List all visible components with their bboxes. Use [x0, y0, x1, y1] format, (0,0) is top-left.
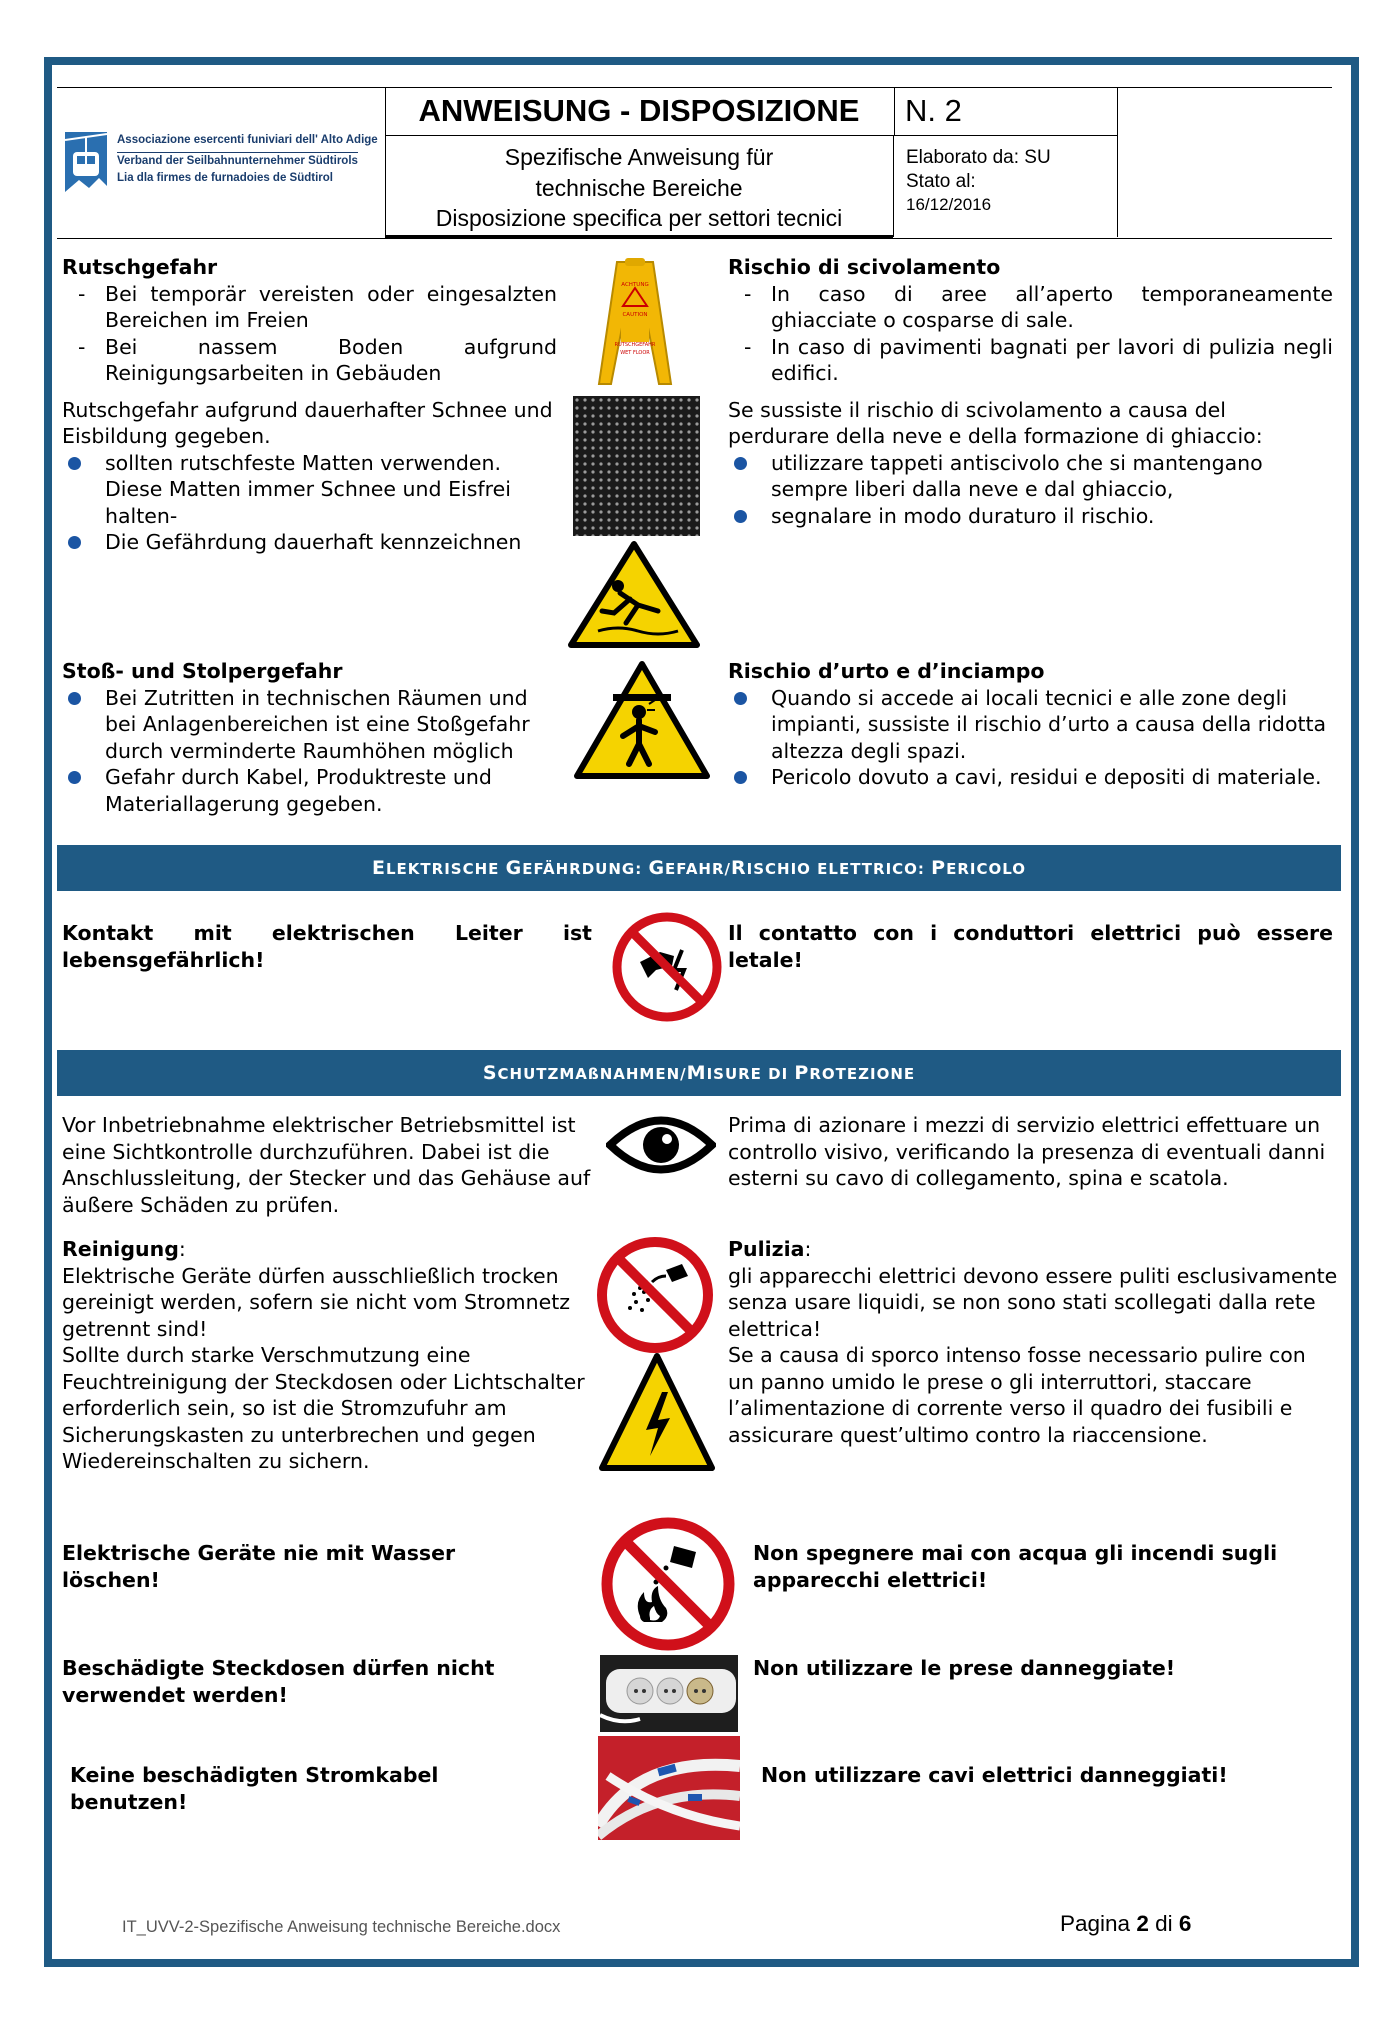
slip-de-dash-list	[62, 281, 557, 387]
band-text: E	[372, 857, 386, 879]
section-band-protection	[57, 1050, 1341, 1096]
damaged-cable-photo-icon	[598, 1736, 740, 1840]
band-text: EFAHR/	[665, 860, 732, 878]
band-text: G	[505, 857, 523, 879]
stato-label: Stato al:	[906, 171, 976, 192]
logo-line-2: Verband der Seilbahnunternehmer Südtirols	[117, 152, 358, 167]
cable-car-logo-icon	[65, 132, 107, 198]
no-water-extinguish-icon	[600, 1516, 736, 1652]
clean-it-title: Pulizia	[728, 1237, 805, 1261]
wet-floor-sign-icon	[595, 258, 675, 388]
damaged-socket-photo-icon	[600, 1655, 738, 1732]
band-text: CHUTZMAßNAHMEN/	[497, 1065, 687, 1083]
page-label: Pagina	[1060, 1911, 1137, 1936]
list-item: Quando si accede ai locali tecnici e alle zone degli impianti, sussiste il rischio d’urto a causa della ridotta altezza degli spazi.	[728, 685, 1328, 765]
list-item: utilizzare tappeti antiscivolo che si mantengano sempre liberi dalla neve e dal ghiaccio,	[728, 450, 1333, 503]
sockets-de: Beschädigte Steckdosen dürfen nicht verwendet werden!	[62, 1656, 495, 1707]
list-item: - In caso di aree all’aperto temporaneamente ghiacciate o cosparse di sale.	[728, 281, 1333, 334]
band-text: P	[931, 857, 947, 879]
band-text: LEKTRISCHE	[385, 860, 506, 878]
footer-page	[1060, 1911, 1191, 1937]
elaborato: Elaborato da: SU	[906, 147, 1051, 168]
logo-line-3: Lia dla firmes de furnadoies de Südtirol	[117, 172, 333, 184]
band-text: R	[731, 857, 747, 879]
list-item: segnalare in modo duraturo il rischio.	[728, 503, 1333, 530]
clean-it-text2: Se a causa di sporco intenso fosse necessario pulire con un panno umido le prese o gli interruttori, staccare l’alimentazione di corrente verso il quadro dei fusibili e assicurare quest’ultimo contro la riaccensione.	[728, 1343, 1306, 1447]
band-text: P	[794, 1062, 810, 1084]
anti-slip-mat-icon	[573, 396, 700, 536]
stato-date: 16/12/2016	[906, 195, 992, 214]
page-number: 2	[1136, 1911, 1149, 1936]
no-spray-icon	[596, 1236, 714, 1354]
water-de: Elektrische Geräte nie mit Wasser löschen!	[62, 1541, 456, 1592]
band-text: ERICOLO	[946, 860, 1026, 878]
band-text: G	[648, 857, 666, 879]
logo-line-1: Associazione esercenti funiviari dell' Alto Adige	[117, 134, 378, 146]
list-item: - Bei nassem Boden aufgrund Reinigungsarbeiten in Gebäuden	[62, 334, 557, 387]
sign-text: CAUTION	[622, 312, 648, 318]
visual-it: Prima di azionare i mezzi di servizio elettrici effettuare un controllo visivo, verificando la presenza di eventuali danni esterni su cavo di collegamento, spina e scatola.	[728, 1113, 1326, 1190]
head-bump-warning-icon	[573, 660, 711, 780]
bump-de-bullets	[62, 685, 562, 818]
sign-text: WET FLOOR	[620, 350, 650, 356]
sign-text: ACHTUNG	[621, 282, 649, 288]
clean-de-text2: Sollte durch starke Verschmutzung eine Feuchtreinigung der Steckdosen oder Lichtschalter erforderlich sein, so ist die Stromzufuhr am Sicherungskasten zu unterbrechen und gegen Wiedereinschalten zu sichern.	[62, 1343, 585, 1473]
list-item: Pericolo dovuto a cavi, residui e depositi di materiale.	[728, 764, 1328, 791]
clean-de-title: Reinigung	[62, 1237, 179, 1261]
slip-it-intro: Se sussiste il rischio di scivolamento a causa del perdurare della neve e della formazione di ghiaccio:	[728, 397, 1263, 448]
band-text: EFÄHRDUNG:	[522, 860, 649, 878]
list-item: - In caso di pavimenti bagnati per lavori di pulizia negli edifici.	[728, 334, 1333, 387]
slip-de-title: Rutschgefahr	[62, 255, 218, 279]
doc-number: N. 2	[905, 93, 962, 128]
no-touch-icon	[612, 912, 722, 1022]
bump-de	[62, 658, 562, 817]
band-text: S	[482, 1062, 498, 1084]
bump-it-bullets	[728, 685, 1328, 791]
header-table	[57, 87, 1332, 237]
sign-text: RUTSCHGEFAHR	[614, 342, 656, 348]
subtitle-de-1: Spezifische Anweisung für	[504, 144, 774, 170]
eye-icon	[606, 1110, 716, 1180]
band-text: M	[686, 1062, 707, 1084]
slip-de	[62, 254, 557, 556]
page-total: 6	[1178, 1911, 1192, 1936]
slip-it-title: Rischio di scivolamento	[728, 255, 1001, 279]
sockets-it: Non utilizzare le prese danneggiate!	[753, 1656, 1176, 1680]
clean-de: Reinigung: Elektrische Geräte dürfen ausschließlich trocken gereinigt werden, sofern sie nicht vom Stromnetz getrennt sind! Sollte durch starke Verschmutzung eine Feuchtreinigung der Steckdosen oder Lichtschalter erforderlich sein, so ist die Stromzufuhr am Sicherungskasten zu unterbrechen und gegen Wiedereinschalten zu sichern.	[62, 1236, 602, 1475]
section-band-electrical-hazard	[57, 845, 1341, 891]
slip-de-intro: Rutschgefahr aufgrund dauerhafter Schnee und Eisbildung gegeben.	[62, 397, 553, 448]
slip-it	[728, 254, 1333, 529]
list-item: Die Gefährdung dauerhaft kennzeichnen	[62, 529, 557, 556]
slip-de-bullets	[62, 450, 557, 556]
bump-it-title: Rischio d’urto e d’inciampo	[728, 659, 1045, 683]
bump-it	[728, 658, 1328, 791]
band-text: ISCHIO ELETTRICO:	[746, 860, 932, 878]
water-it: Non spegnere mai con acqua gli incendi sugli apparecchi elettrici!	[753, 1541, 1278, 1592]
contact-it: Il contatto con i conduttori elettrici può essere letale!	[728, 921, 1333, 972]
logo	[65, 132, 395, 202]
clean-de-text: Elektrische Geräte dürfen ausschließlich trocken gereinigt werden, sofern sie nicht vom Stromnetz getrennt sind!	[62, 1263, 571, 1341]
electric-hazard-icon	[598, 1352, 716, 1472]
footer-filename: IT_UVV-2-Spezifische Anweisung technische Bereiche.docx	[122, 1918, 561, 1936]
clean-it-text: gli apparecchi elettrici devono essere puliti esclusivamente senza usare liquidi, se non sono stati scollegati dalla rete elettrica!	[728, 1263, 1338, 1341]
bump-de-title: Stoß- und Stolpergefahr	[62, 659, 343, 683]
band-text: ISURE DI	[706, 1065, 795, 1083]
cables-it: Non utilizzare cavi elettrici danneggiati!	[761, 1763, 1228, 1787]
doc-title: ANWEISUNG - DISPOSIZIONE	[418, 93, 860, 128]
list-item: - Bei temporär vereisten oder eingesalzten Bereichen im Freien	[62, 281, 557, 334]
subtitle-it: Disposizione specifica per settori tecnici	[435, 205, 843, 231]
slip-it-bullets	[728, 450, 1333, 530]
visual-de: Vor Inbetriebnahme elektrischer Betriebsmittel ist eine Sichtkontrolle durchzuführen. Dabei ist die Anschlussleitung, der Stecker und das Gehäuse auf äußere Schäden zu prüfen.	[62, 1113, 591, 1217]
clean-it: Pulizia: gli apparecchi elettrici devono essere puliti esclusivamente senza usare liquidi, se non sono stati scollegati dalla rete elettrica! Se a causa di sporco intenso fosse necessario pulire con un panno umido le prese o gli interruttori, staccare l’alimentazione di corrente verso il quadro dei fusibili e assicurare quest’ultimo contro la riaccensione.	[728, 1237, 1338, 1447]
page-label: di	[1148, 1911, 1179, 1936]
list-item: Bei Zutritten in technischen Räumen und bei Anlagenbereichen ist eine Stoßgefahr durch verminderte Raumhöhen möglich	[62, 685, 562, 765]
contact-de: Kontakt mit elektrischen Leiter ist lebensgefährlich!	[62, 921, 592, 972]
list-item: sollten rutschfeste Matten verwenden. Diese Matten immer Schnee und Eisfrei halten-	[62, 450, 557, 530]
cables-de: Keine beschädigten Stromkabel benutzen!	[70, 1763, 439, 1814]
subtitle-de-2: technische Bereiche	[535, 175, 743, 201]
list-item: Gefahr durch Kabel, Produktreste und Materiallagerung gegeben.	[62, 764, 562, 817]
slip-it-dash-list	[728, 281, 1333, 387]
band-text: ROTEZIONE	[809, 1065, 916, 1083]
slip-warning-icon	[568, 541, 700, 648]
